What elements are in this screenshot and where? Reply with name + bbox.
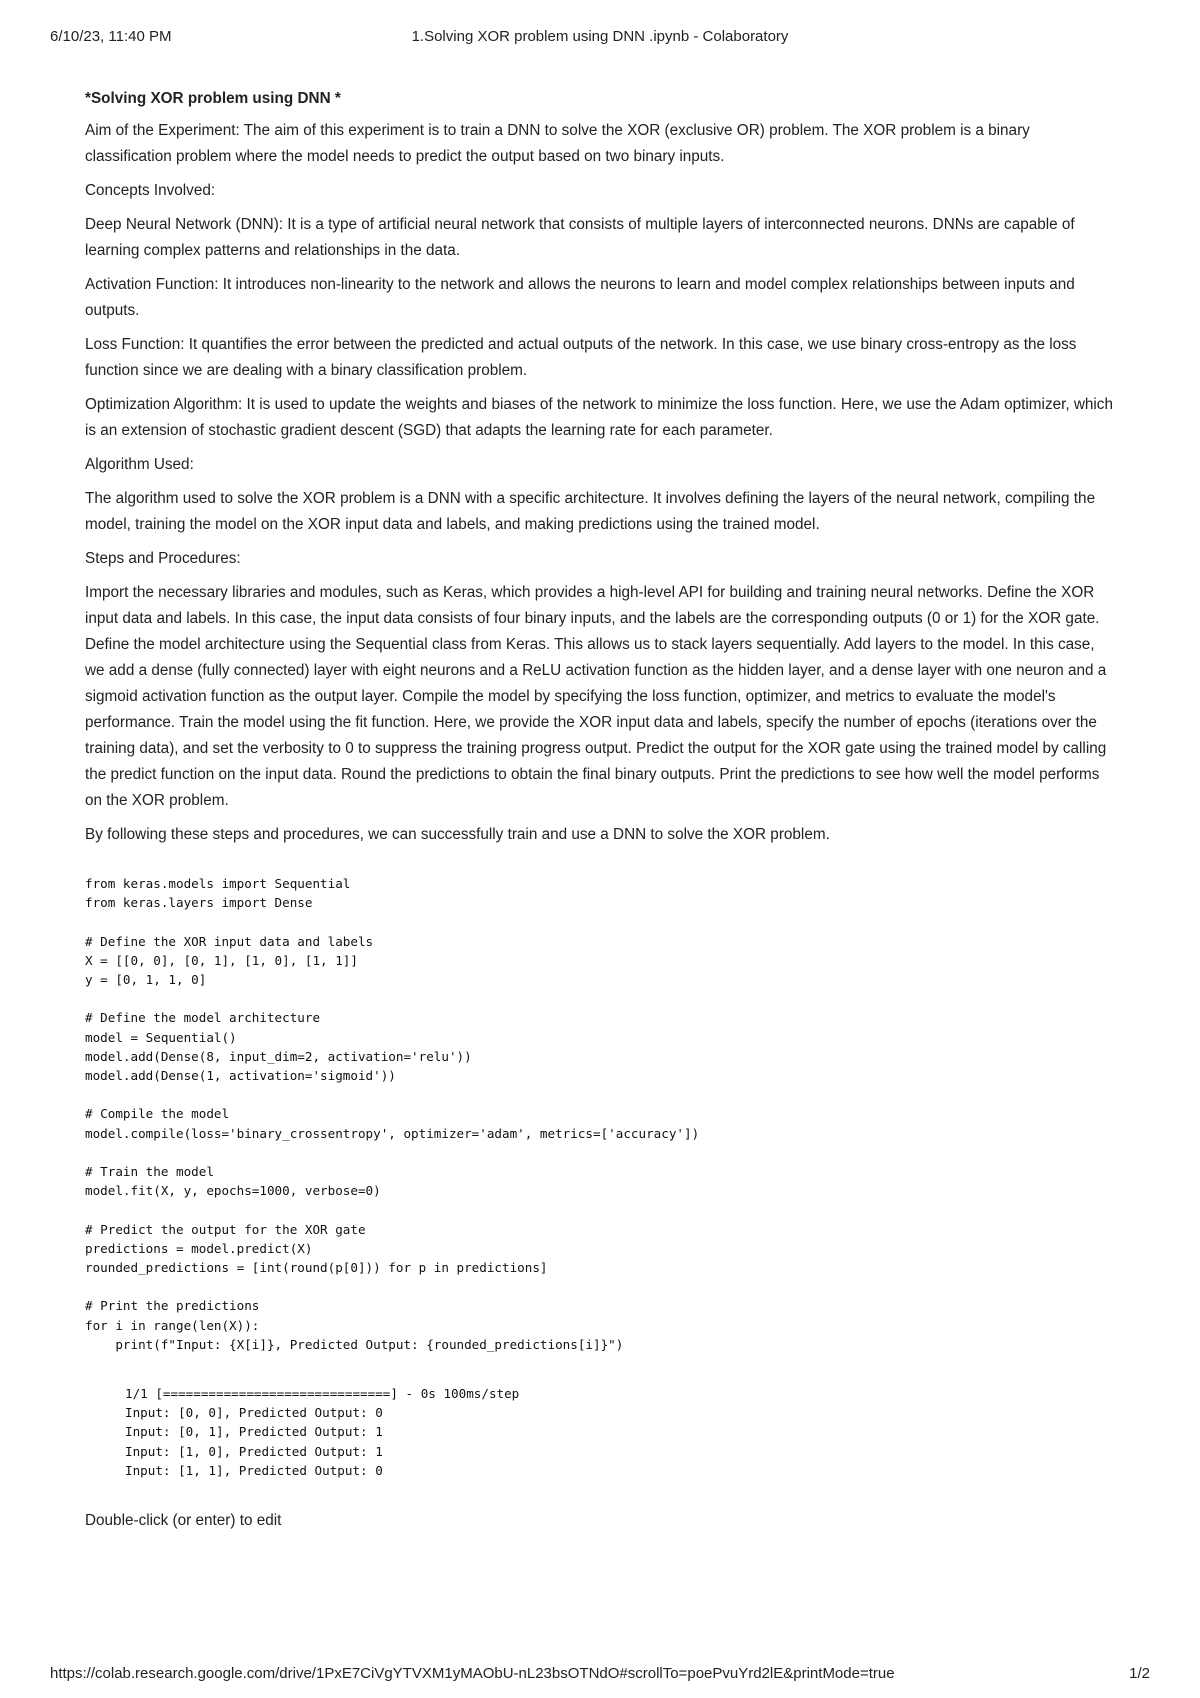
code-output <box>85 1384 1115 1480</box>
paragraph-loss: Loss Function: It quantifies the error between the predicted and actual outputs of the network. In this case, we use binary cross-entropy as the loss function since we are dealing with a binary classification problem. <box>85 336 1077 379</box>
paragraph-conclusion: By following these steps and procedures, we can successfully train and use a DNN to solve the XOR problem. <box>85 826 830 843</box>
paragraph-activation: Activation Function: It introduces non-linearity to the network and allows the neurons to learn and model complex relationships between inputs and outputs. <box>85 276 1075 319</box>
output-text: 1/1 [==============================] - 0s 100ms/step Input: [0, 0], Predicted Output: 0 Input: [0, 1], Predicted Output: 1 Input: [1, 0], Predicted Output: 1 Input: [1, 1], Predicted Output: 0 <box>125 1386 520 1478</box>
code-source[interactable]: from keras.models import Sequential from keras.layers import Dense # Define the XOR input data and labels X = [[0, 0], [0, 1], [1, 0], [1, 1]] y = [0, 1, 1, 0] # Define the model architecture model = Sequential() model.add(Dense(8, input_dim=2, activation='relu')) model.add(Dense(1, activation='sigmoid')) # Compile the model model.compile(loss='binary_crossentropy', optimizer='adam', metrics=['accuracy']) # Train the model model.fit(X, y, epochs=1000, verbose=0) # Predict the output for the XOR gate predictions = model.predict(X) rounded_predictions = [int(round(p[0])) for p in predictions] # Print the predictions for i in range(len(X)): print(f"Input: {X[i]}, Predicted Output: {rounded_predictions[i]}") <box>85 876 700 1352</box>
page-url: https://colab.research.google.com/drive/1PxE7CiVgYTVXM1yMAObU-nL23bsOTNdO#scrollTo=poePvuYrd2lE&printMode=true <box>50 1665 895 1682</box>
page-number: 1/2 <box>1129 1665 1150 1682</box>
notebook-title: 1.Solving XOR problem using DNN .ipynb - Colaboratory <box>411 28 789 45</box>
code-cell[interactable] <box>85 874 1115 1354</box>
notebook-content <box>85 86 1115 1530</box>
paragraph-algorithm: The algorithm used to solve the XOR problem is a DNN with a specific architecture. It involves defining the layers of the neural network, compiling the model, training the model on the XOR input data and labels, and making predictions using the trained model. <box>85 490 1096 533</box>
paragraph-steps: Import the necessary libraries and modules, such as Keras, which provides a high-level API for building and training neural networks. Define the XOR input data and labels. In this case, the input data consists of four binary inputs, and the labels are the corresponding outputs (0 or 1) for the XOR gate. Define the model architecture using the Sequential class from Keras. This allows us to stack layers sequentially. Add layers to the model. In this case, we add a dense (fully connected) layer with eight neurons and a ReLU activation function as the hidden layer, and a dense layer with one neuron and a sigmoid activation function as the output layer. Compile the model by specifying the loss function, optimizer, and metrics to evaluate the model's performance. Train the model using the fit function. Here, we provide the XOR input data and labels, specify the number of epochs (iterations over the training data), and set the verbosity to 0 to suppress the training progress output. Predict the output for the XOR gate using the trained model by calling the predict function on the input data. Round the predictions to obtain the final binary outputs. Print the predictions to see how well the model performs on the XOR problem. <box>85 584 1107 809</box>
print-footer <box>50 1665 1150 1685</box>
paragraph-optimization: Optimization Algorithm: It is used to update the weights and biases of the network to minimize the loss function. Here, we use the Adam optimizer, which is an extension of stochastic gradient descent (SGD) that adapts the learning rate for each parameter. <box>85 396 1113 439</box>
paragraph-algorithm-label: Algorithm Used: <box>85 456 194 473</box>
paragraph-aim: Aim of the Experiment: The aim of this experiment is to train a DNN to solve the XOR (exclusive OR) problem. The XOR problem is a binary classification problem where the model needs to predict the output based on two binary inputs. <box>85 122 1030 165</box>
paragraph-steps-label: Steps and Procedures: <box>85 550 241 567</box>
edit-hint-cell[interactable]: Double-click (or enter) to edit <box>85 1512 282 1530</box>
markdown-cell <box>85 86 1115 848</box>
cell-heading: *Solving XOR problem using DNN * <box>85 90 341 107</box>
paragraph-dnn: Deep Neural Network (DNN): It is a type of artificial neural network that consists of multiple layers of interconnected neurons. DNNs are capable of learning complex patterns and relationships in the data. <box>85 216 1075 259</box>
print-datetime: 6/10/23, 11:40 PM <box>50 28 172 45</box>
paragraph-concepts-label: Concepts Involved: <box>85 182 216 199</box>
print-header <box>50 28 1150 48</box>
